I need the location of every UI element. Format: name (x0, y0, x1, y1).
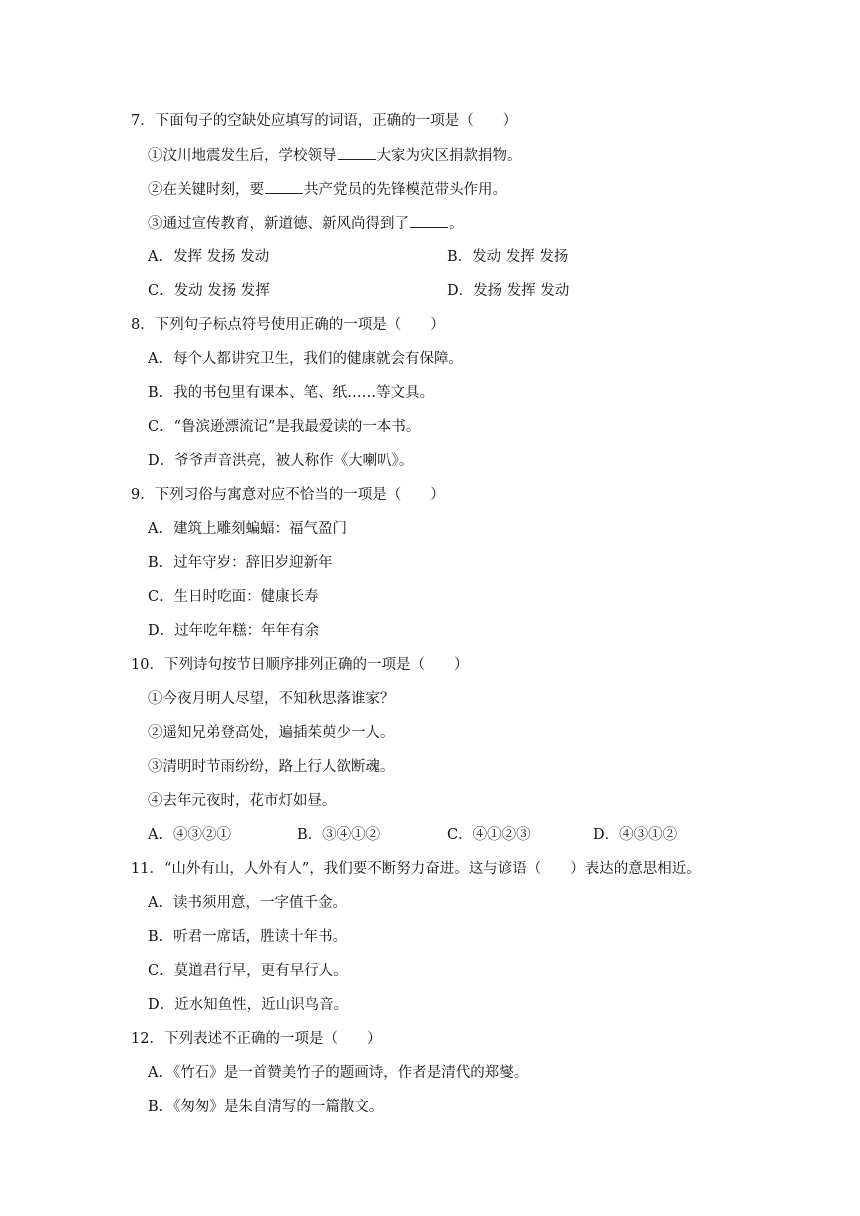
question-12-option-b: B．《匆匆》是朱自清写的一篇散文。 (148, 1099, 384, 1115)
fill-blank (338, 145, 376, 160)
fill-blank (410, 213, 448, 228)
question-12-option-a: A．《竹石》是一首赞美竹子的题画诗，作者是清代的郑燮。 (148, 1065, 529, 1081)
question-10-line-3: ③清明时节雨纷纷，路上行人欲断魂。 (148, 759, 395, 775)
question-10-option-b: B．③④①② (297, 827, 381, 843)
question-10-line-1: ①今夜月明人尽望，不知秋思落谁家？ (148, 691, 395, 707)
question-7-option-c: C．发动 发扬 发挥 (148, 283, 270, 299)
question-11-option-c: C．莫道君行早，更有早行人。 (148, 963, 348, 979)
question-10-line-2: ②遥知兄弟登高处，遍插茱萸少一人。 (148, 725, 395, 741)
question-9-option-b: B．过年守岁：辞旧岁迎新年 (148, 555, 333, 571)
question-10-option-d: D．④③①② (593, 827, 678, 843)
question-11-option-b: B．听君一席话，胜读十年书。 (148, 929, 348, 945)
question-7-stem: 7．下面句子的空缺处应填写的词语，正确的一项是（ ） (131, 113, 518, 129)
question-7-option-b: B．发动 发挥 发扬 (447, 249, 569, 265)
question-10-stem: 10．下列诗句按节日顺序排列正确的一项是（ ） (131, 657, 469, 673)
fill-blank (265, 179, 303, 194)
question-8-option-b: B．我的书包里有课本、笔、纸……等文具。 (148, 385, 435, 401)
question-11-option-a: A．读书须用意，一字值千金。 (148, 895, 347, 911)
question-8-option-a: A．每个人都讲究卫生，我们的健康就会有保障。 (148, 351, 463, 367)
question-7-sentence-3: ③通过宣传教育，新道德、新风尚得到了 。 (148, 213, 464, 234)
question-11-option-d: D．近水知鱼性，近山识鸟音。 (148, 997, 349, 1013)
question-9-option-d: D．过年吃年糕：年年有余 (148, 623, 320, 639)
question-8-stem: 8．下列句子标点符号使用正确的一项是（ ） (131, 317, 445, 333)
question-8-option-d: D．爷爷声音洪亮，被人称作《大喇叭》。 (148, 453, 414, 469)
question-8-option-c: C．“鲁滨逊漂流记”是我最爱读的一本书。 (148, 419, 421, 435)
question-9-option-a: A．建筑上雕刻蝙蝠：福气盈门 (148, 521, 347, 537)
question-10-option-c: C．④①②③ (447, 827, 531, 843)
question-12-stem: 12．下列表述不正确的一项是（ ） (131, 1031, 382, 1047)
question-10-option-a: A．④③②① (148, 827, 231, 843)
question-7-sentence-2: ②在关键时刻，要 共产党员的先锋模范带头作用。 (148, 179, 507, 200)
question-7-sentence-1: ①汶川地震发生后，学校领导 大家为灾区捐款捐物。 (148, 145, 522, 166)
question-11-stem: 11．“山外有山，人外有人”，我们要不断努力奋进。这与谚语（ ）表达的意思相近。 (131, 861, 701, 877)
question-9-stem: 9．下列习俗与寓意对应不恰当的一项是（ ） (131, 487, 445, 503)
question-10-line-4: ④去年元夜时，花市灯如昼。 (148, 793, 337, 809)
question-7-option-d: D．发扬 发挥 发动 (447, 283, 570, 299)
question-9-option-c: C．生日时吃面：健康长寿 (148, 589, 319, 605)
question-7-option-a: A．发挥 发扬 发动 (148, 249, 270, 265)
